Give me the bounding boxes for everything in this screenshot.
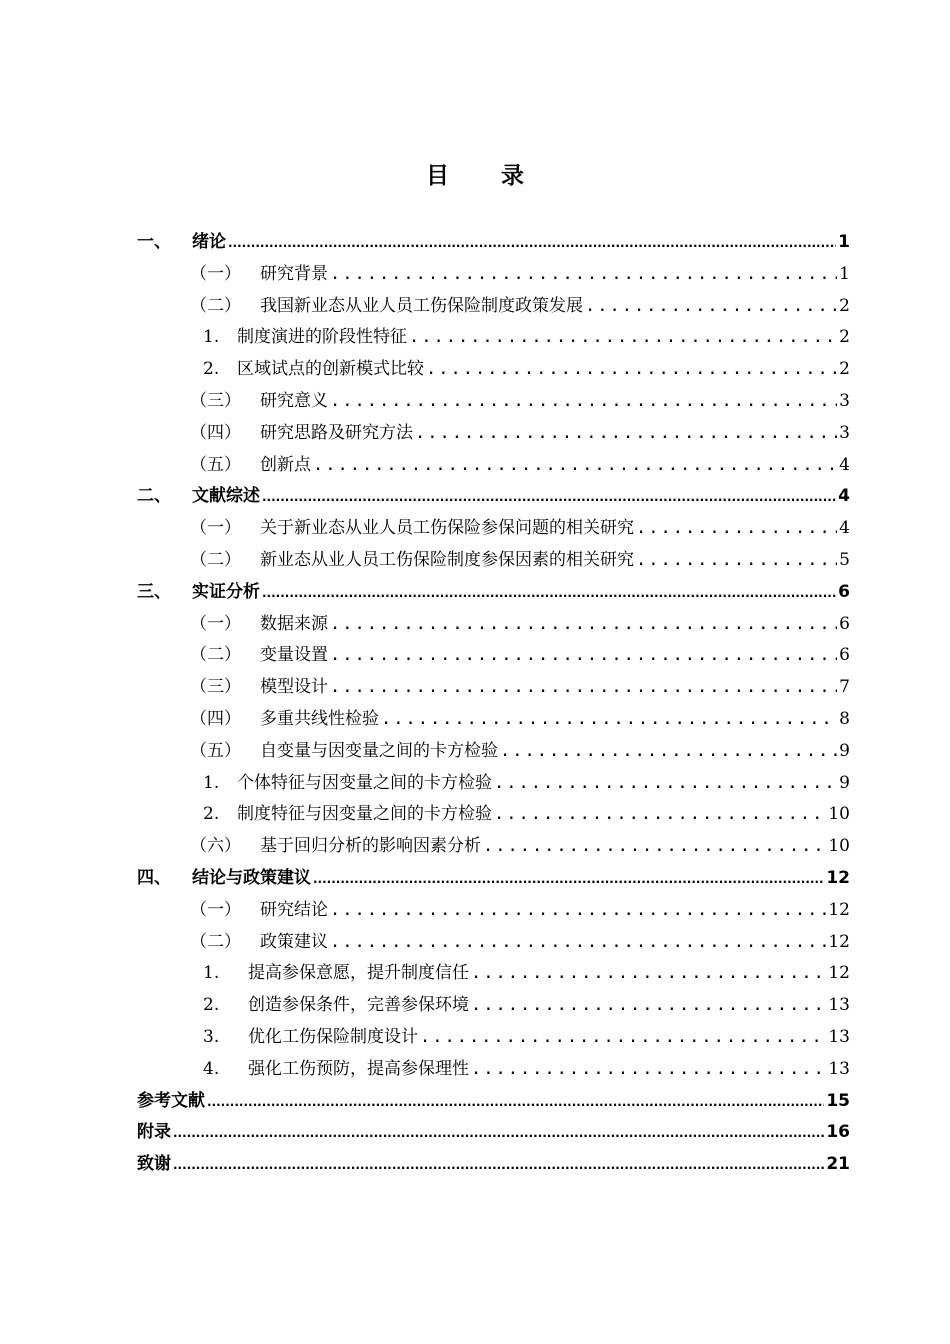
toc-entry-page-number: 2 (839, 359, 850, 380)
toc-entry-page-number: 10 (828, 836, 850, 857)
toc-entry-number: 2. (203, 995, 220, 1016)
toc-dot-leader (330, 258, 837, 290)
title-char-2: 录 (501, 163, 524, 189)
toc-entry-page-number: 4 (839, 518, 850, 539)
toc-dot-leader (420, 1021, 826, 1053)
toc-dot-leader (262, 577, 836, 609)
title-char-1: 目 (426, 163, 449, 189)
toc-dot-leader (313, 863, 824, 895)
toc-entry-title: 研究思路及研究方法 (260, 422, 413, 443)
toc-entry-number: （二） (190, 931, 241, 952)
toc-dot-leader (585, 290, 837, 322)
toc-entry-page-number: 13 (828, 1058, 850, 1079)
toc-entry-title: 模型设计 (260, 677, 328, 698)
toc-entry-number: 四、 (137, 868, 171, 888)
toc-entry-number: （五） (190, 740, 241, 761)
toc-entry-page-number: 9 (839, 740, 850, 761)
toc-dot-leader (313, 449, 837, 481)
toc-entry[interactable] (203, 989, 850, 1021)
toc-entry-title: 研究意义 (260, 391, 328, 411)
toc-dot-leader (471, 1053, 826, 1085)
toc-dot-leader (173, 1117, 824, 1149)
toc-entry-page-number: 16 (826, 1122, 850, 1143)
toc-dot-leader (483, 830, 826, 862)
toc-entry-number: 4. (203, 1058, 220, 1079)
toc-entry[interactable] (190, 290, 850, 322)
toc-entry-page-number: 7 (839, 677, 850, 698)
toc-entry-title: 研究结论 (260, 899, 328, 920)
toc-entry-number: （一） (190, 613, 241, 634)
toc-entry-page-number: 4 (838, 486, 850, 507)
toc-entry-number: （一） (190, 518, 241, 539)
toc-entry-title: 致谢 (137, 1154, 171, 1175)
toc-entry-page-number: 12 (826, 868, 850, 888)
toc-entry-number: 2. (203, 804, 220, 825)
toc-entry-title: 数据来源 (260, 613, 328, 634)
toc-dot-leader (415, 417, 837, 449)
toc-entry-page-number: 3 (839, 422, 850, 443)
toc-entry[interactable] (203, 1053, 850, 1085)
toc-entry[interactable] (190, 830, 850, 862)
toc-entry-title: 多重共线性检验 (260, 709, 379, 729)
toc-entry-number: （一） (190, 263, 241, 284)
toc-entry-number: （四） (190, 709, 241, 729)
toc-entry-number: （三） (190, 677, 241, 698)
toc-entry-title: 结论与政策建议 (192, 868, 311, 888)
toc-dot-leader (262, 481, 836, 513)
toc-entry[interactable] (190, 735, 850, 767)
toc-entry-title: 个体特征与因变量之间的卡方检验 (237, 772, 492, 793)
toc-entry-title: 创造参保条件，完善参保环境 (248, 995, 469, 1016)
toc-dot-leader (636, 512, 837, 544)
toc-dot-leader (471, 957, 826, 989)
toc-entry[interactable] (190, 894, 850, 926)
toc-entry-number: 1. (203, 772, 220, 793)
toc-entry-title: 强化工伤预防，提高参保理性 (248, 1058, 469, 1079)
toc-entry-title: 制度演进的阶段性特征 (237, 327, 407, 348)
toc-entry-page-number: 21 (826, 1154, 850, 1175)
toc-entry-page-number: 2 (839, 327, 850, 348)
toc-dot-leader (330, 926, 826, 958)
toc-entry-number: （四） (190, 422, 241, 443)
toc-entry-title: 参考文献 (137, 1090, 205, 1111)
toc-dot-leader (471, 989, 826, 1021)
toc-entry-number: （三） (190, 391, 241, 411)
toc-entry-number: （二） (190, 550, 241, 570)
toc-entry[interactable] (203, 957, 850, 989)
toc-dot-leader (494, 798, 826, 830)
toc-entry-page-number: 12 (828, 931, 850, 952)
toc-entry[interactable] (203, 321, 850, 353)
toc-entry[interactable] (190, 544, 850, 576)
toc-entry[interactable] (190, 926, 850, 958)
toc-entry[interactable] (190, 449, 850, 481)
toc-entry-title: 区域试点的创新模式比较 (237, 359, 424, 380)
toc-dot-leader (381, 703, 837, 735)
toc-dot-leader (330, 639, 837, 671)
toc-dot-leader (173, 1149, 824, 1181)
toc-dot-leader (426, 353, 837, 385)
toc-entry-number: （六） (190, 836, 241, 857)
toc-entry[interactable] (137, 862, 850, 894)
toc-entry-page-number: 6 (838, 581, 850, 602)
toc-entry[interactable] (137, 576, 850, 608)
toc-dot-leader (330, 671, 837, 703)
toc-entry-title: 关于新业态从业人员工伤保险参保问题的相关研究 (260, 518, 634, 539)
toc-entry-number: 1. (203, 963, 220, 984)
toc-entry[interactable] (190, 258, 850, 290)
toc-entry[interactable] (137, 480, 850, 512)
toc-entry-page-number: 6 (839, 645, 850, 666)
toc-entry-title: 自变量与因变量之间的卡方检验 (260, 740, 498, 761)
toc-entry-number: 3. (203, 1027, 220, 1047)
toc-entry[interactable] (137, 1085, 850, 1117)
toc-entry[interactable] (190, 417, 850, 449)
toc-entry-page-number: 13 (828, 995, 850, 1016)
toc-entry-page-number: 12 (828, 899, 850, 920)
toc-dot-leader (330, 385, 837, 417)
toc-entry[interactable] (203, 767, 850, 799)
toc-entry[interactable] (190, 703, 850, 735)
toc-dot-leader (330, 608, 837, 640)
toc-entry-number: 1. (203, 327, 220, 348)
toc-entry[interactable] (137, 1148, 850, 1180)
toc-entry-number: （五） (190, 454, 241, 475)
toc-entry-title: 研究背景 (260, 263, 328, 284)
toc-entry-title: 我国新业态从业人员工伤保险制度政策发展 (260, 295, 583, 316)
toc-entry-title: 优化工伤保险制度设计 (248, 1027, 418, 1047)
toc-entry-number: 三、 (137, 581, 171, 602)
toc-dot-leader (207, 1086, 824, 1118)
toc-entry-page-number: 1 (838, 232, 850, 252)
toc-entry-page-number: 9 (839, 772, 850, 793)
toc-entry-number: 2. (203, 359, 220, 380)
toc-dot-leader (330, 894, 826, 926)
toc-entry-title: 文献综述 (192, 486, 260, 507)
toc-entry-page-number: 13 (828, 1027, 850, 1047)
toc-entry-title: 制度特征与因变量之间的卡方检验 (237, 804, 492, 825)
toc-entry-number: （一） (190, 899, 241, 920)
toc-entry-number: 二、 (137, 486, 171, 507)
toc-entry-title: 新业态从业人员工伤保险制度参保因素的相关研究 (260, 550, 634, 570)
toc-entry[interactable] (137, 226, 850, 258)
toc-dot-leader (494, 767, 837, 799)
toc-entry-title: 附录 (137, 1122, 171, 1143)
toc-entry-title: 绪论 (192, 232, 226, 252)
toc-entry-number: （二） (190, 295, 241, 316)
toc-entry-title: 创新点 (260, 454, 311, 475)
toc-entry-page-number: 6 (839, 613, 850, 634)
toc-entry-title: 提高参保意愿，提升制度信任 (248, 963, 469, 984)
toc-entry-page-number: 4 (839, 454, 850, 475)
toc-entry-page-number: 2 (839, 295, 850, 316)
toc-entry[interactable] (190, 385, 850, 417)
toc-entry[interactable] (203, 798, 850, 830)
toc-dot-leader (500, 735, 837, 767)
toc-entry-number: 一、 (137, 232, 171, 252)
toc-entry-page-number: 3 (839, 391, 850, 411)
toc-entry-page-number: 1 (839, 263, 850, 284)
toc-entry-page-number: 12 (828, 963, 850, 984)
toc-entry[interactable] (203, 353, 850, 385)
toc-entry-page-number: 8 (839, 709, 850, 729)
toc-entry[interactable] (190, 608, 850, 640)
toc-entry-title: 实证分析 (192, 581, 260, 602)
toc-entry-number: （二） (190, 645, 241, 666)
toc-entry[interactable] (190, 512, 850, 544)
toc-entry[interactable] (137, 1116, 850, 1148)
toc-entry-page-number: 15 (826, 1090, 850, 1111)
toc-entry-title: 政策建议 (260, 931, 328, 952)
toc-entry[interactable] (190, 639, 850, 671)
toc-dot-leader (636, 544, 837, 576)
toc-entry[interactable] (190, 671, 850, 703)
toc-dot-leader (228, 227, 836, 259)
toc-entry-page-number: 10 (828, 804, 850, 825)
toc-entry-title: 基于回归分析的影响因素分析 (260, 836, 481, 857)
toc-dot-leader (409, 321, 837, 353)
toc-entry-page-number: 5 (839, 550, 850, 570)
toc-entry-title: 变量设置 (260, 645, 328, 666)
toc-entry[interactable] (203, 1021, 850, 1053)
page-title (0, 156, 950, 196)
